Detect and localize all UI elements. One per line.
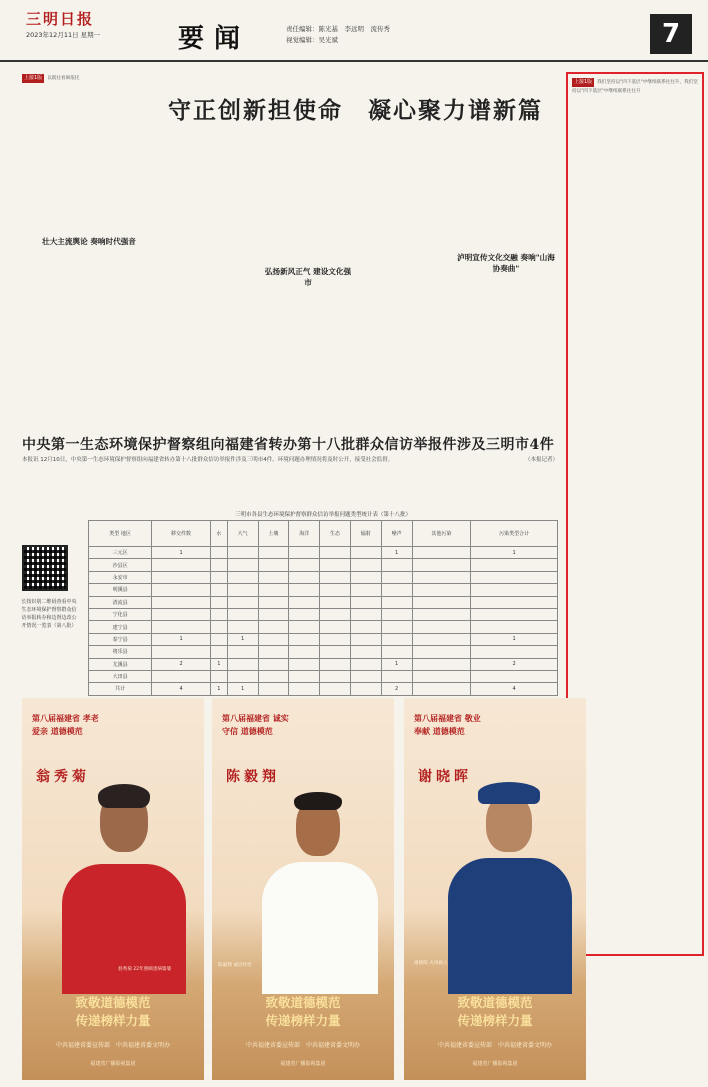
table-cell — [258, 658, 289, 670]
left-intro-text — [22, 74, 156, 234]
table-cell: 1 — [152, 633, 211, 645]
table-cell — [210, 633, 227, 645]
table-cell — [412, 584, 471, 596]
table-cell: 1 — [381, 547, 412, 559]
table-cell — [320, 584, 351, 596]
table-cell — [152, 608, 211, 620]
table-cell: 建宁县 — [89, 621, 152, 633]
table-caption: 三明市各县生态环境保护督察群众信访举报问题类型统计表（第十八批） — [234, 512, 411, 518]
table-cell — [381, 584, 412, 596]
poster-badge: 第八届福建省 孝老爱亲 道德模范 — [32, 713, 99, 736]
poster-slogan — [22, 994, 204, 1030]
person-figure — [262, 862, 378, 994]
table-cell — [412, 670, 471, 682]
editor-line: 责任编辑：陈光基 李远明 流传秀 — [286, 25, 390, 33]
table-cell — [289, 633, 320, 645]
masthead — [0, 0, 708, 62]
slogan-line: 传递榜样力量 — [457, 1013, 533, 1028]
table-cell — [227, 571, 258, 583]
table-cell — [227, 559, 258, 571]
table-cell — [412, 683, 471, 695]
table-cell — [227, 670, 258, 682]
article-column-3 — [358, 128, 450, 422]
news-headline: 中央第一生态环境保护督察组向福建省转办第十八批群众信访举报件涉及三明市4件 — [22, 437, 555, 453]
slogan-line: 传递榜样力量 — [75, 1013, 151, 1028]
table-row — [89, 584, 558, 596]
table-cell — [471, 608, 558, 620]
table-cell — [258, 584, 289, 596]
article-subhead-1: 弘扬新风正气 建设文化强市 — [264, 267, 352, 287]
table-header-row — [89, 521, 558, 547]
table-cell — [471, 646, 558, 658]
page-number: 7 — [650, 14, 692, 54]
table-cell — [289, 559, 320, 571]
poster-org: 中共福建省委宣传部 中共福建省委文明办 — [437, 1042, 552, 1049]
table-cell — [412, 658, 471, 670]
article-column-1 — [166, 128, 258, 422]
table-header-cell: 污染类型合计 — [471, 521, 558, 547]
table-cell — [289, 584, 320, 596]
table-cell — [289, 621, 320, 633]
table-cell — [289, 571, 320, 583]
hair — [294, 792, 342, 810]
table-header-cell: 土壤 — [258, 521, 289, 547]
table-row — [89, 559, 558, 571]
table-cell — [258, 646, 289, 658]
table-cell: 1 — [381, 658, 412, 670]
poster-name: 陈毅翔 — [226, 769, 280, 785]
table-cell: 清流县 — [89, 596, 152, 608]
news-source: （本报记者） — [524, 457, 558, 463]
poster-slogan — [212, 994, 394, 1030]
petition-table — [88, 510, 558, 696]
poster-badge: 第八届福建省 敬业奉献 道德模范 — [414, 713, 481, 736]
table-cell: 1 — [152, 547, 211, 559]
table-row — [89, 547, 558, 559]
poster-sponsor: 福建省广播影视集团 — [280, 1061, 326, 1067]
table-cell — [381, 596, 412, 608]
table-cell — [350, 683, 381, 695]
table-cell — [210, 670, 227, 682]
table-cell: 2 — [152, 658, 211, 670]
table-cell: 大田县 — [89, 670, 152, 682]
table-header-cell: 其他污染 — [412, 521, 471, 547]
table-cell — [350, 584, 381, 596]
table-cell — [289, 608, 320, 620]
table-row — [89, 596, 558, 608]
table-cell — [350, 670, 381, 682]
table-cell — [471, 584, 558, 596]
table-cell — [350, 571, 381, 583]
table-cell — [227, 547, 258, 559]
table-header-cell: 类型 地区 — [89, 521, 152, 547]
table-row — [89, 633, 558, 645]
table-cell — [412, 608, 471, 620]
table-cell — [320, 670, 351, 682]
table-cell — [471, 571, 558, 583]
table-cell — [381, 670, 412, 682]
table-cell — [320, 547, 351, 559]
table-cell: 将乐县 — [89, 646, 152, 658]
slogan-line: 致敬道德模范 — [265, 995, 341, 1010]
table-cell: 永安市 — [89, 571, 152, 583]
table-cell — [227, 584, 258, 596]
poster-slogan — [404, 994, 586, 1030]
continued-tag: 上接1版 — [574, 79, 593, 85]
table-cell: 宁化县 — [89, 608, 152, 620]
slogan-line: 致敬道德模范 — [457, 995, 533, 1010]
table-row — [89, 670, 558, 682]
left-subhead: 壮大主流舆论 奏响时代强音 — [42, 237, 136, 246]
section-title: 要闻 — [178, 24, 251, 54]
table-cell — [412, 646, 471, 658]
table-cell — [227, 646, 258, 658]
table-cell — [258, 683, 289, 695]
table-cell: 4 — [471, 683, 558, 695]
table-cell — [258, 621, 289, 633]
table-cell — [471, 559, 558, 571]
table-cell: 1 — [227, 683, 258, 695]
table-cell: 4 — [152, 683, 211, 695]
person-figure — [448, 858, 572, 994]
continued-tag: 上接1版 — [24, 75, 43, 81]
poster-badge: 第八届福建省 诚实守信 道德模范 — [222, 713, 289, 736]
table-cell — [471, 670, 558, 682]
table-cell — [210, 646, 227, 658]
table-cell — [320, 658, 351, 670]
table-cell — [320, 559, 351, 571]
article-column-4 — [454, 128, 558, 422]
table-row — [89, 683, 558, 695]
poster-sponsor: 福建省广播影视集团 — [472, 1061, 518, 1067]
table-cell — [258, 571, 289, 583]
table-cell — [320, 683, 351, 695]
table-cell: 1 — [210, 683, 227, 695]
poster-caption: 谢晓晖 火场救人 — [414, 961, 448, 966]
poster-org: 中共福建省委宣传部 中共福建省委文明办 — [55, 1042, 170, 1049]
table-cell — [381, 646, 412, 658]
table-cell — [412, 633, 471, 645]
table-cell — [210, 571, 227, 583]
table-header-cell: 噪声 — [381, 521, 412, 547]
slogan-line: 传递榜样力量 — [265, 1013, 341, 1028]
table-cell — [289, 596, 320, 608]
highlighted-column-text — [572, 78, 698, 950]
table-cell — [320, 621, 351, 633]
table-row — [89, 621, 558, 633]
table-header-cell: 水 — [210, 521, 227, 547]
news-body — [22, 456, 558, 466]
table-cell: 沙县区 — [89, 559, 152, 571]
article-subhead-2: 泸明宣传文化交融 奏响"山海协奏曲" — [457, 253, 555, 273]
table-cell — [152, 621, 211, 633]
table-cell: 2 — [471, 658, 558, 670]
cap-icon — [478, 782, 540, 804]
table-header-cell: 生态 — [320, 521, 351, 547]
table-header-cell: 大气 — [227, 521, 258, 547]
statistics-table — [88, 520, 558, 696]
table-cell — [210, 596, 227, 608]
table-cell — [152, 670, 211, 682]
table-cell: 明溪县 — [89, 584, 152, 596]
table-cell — [227, 621, 258, 633]
table-cell — [258, 633, 289, 645]
table-cell — [350, 608, 381, 620]
table-row — [89, 571, 558, 583]
poster-2 — [212, 698, 394, 1080]
qr-caption: 长按识别二维码查看中央生态环境保护督察群众信访举报转办和边督边改公开情况一览表（第八批） — [21, 599, 77, 629]
table-cell — [350, 559, 381, 571]
table-cell: 泰宁县 — [89, 633, 152, 645]
table-cell — [350, 646, 381, 658]
table-cell — [152, 571, 211, 583]
table-cell: 共计 — [89, 683, 152, 695]
news-body-text: 本报讯 12月10日，中央第一生态环境保护督察组向福建省转办第十八批群众信访举报件涉及三明市4件。环境问题办理情况将及时公开，接受社会监督。 — [22, 457, 394, 463]
table-header-cell: 移交件数 — [152, 521, 211, 547]
editor-credits — [286, 24, 390, 46]
table-cell — [350, 596, 381, 608]
table-cell — [152, 559, 211, 571]
table-cell — [258, 608, 289, 620]
table-cell — [320, 596, 351, 608]
table-cell — [227, 608, 258, 620]
table-row — [89, 608, 558, 620]
table-cell: 1 — [210, 658, 227, 670]
table-cell — [381, 571, 412, 583]
table-cell — [289, 683, 320, 695]
poster-caption: 翁秀菊 22年照顾患病婆婆 — [118, 967, 172, 972]
table-cell — [412, 596, 471, 608]
table-cell — [320, 608, 351, 620]
poster-sponsor: 福建省广播影视集团 — [90, 1061, 136, 1067]
table-cell — [381, 621, 412, 633]
table-cell — [258, 559, 289, 571]
table-cell — [350, 633, 381, 645]
table-cell — [227, 658, 258, 670]
table-cell — [152, 584, 211, 596]
table-cell — [412, 547, 471, 559]
intro-text: 以既往看闽依托 — [47, 76, 80, 81]
right-column-text: 我们坚持以"四下基层"中继续联系往往升，我们坚持以"四下基层"中继续联系往往升 — [572, 80, 698, 94]
table-header-cell: 海洋 — [289, 521, 320, 547]
table-cell — [289, 670, 320, 682]
left-body-text — [22, 260, 156, 422]
poster-name: 谢晓晖 — [418, 769, 472, 785]
table-cell — [350, 621, 381, 633]
table-cell — [227, 596, 258, 608]
table-cell — [210, 547, 227, 559]
qr-code[interactable] — [22, 545, 68, 591]
table-row — [89, 658, 558, 670]
poster-3 — [404, 698, 586, 1080]
table-cell — [381, 633, 412, 645]
person-figure — [62, 864, 186, 994]
poster-org: 中共福建省委宣传部 中共福建省委文明办 — [245, 1042, 360, 1049]
table-cell — [258, 670, 289, 682]
table-cell — [210, 621, 227, 633]
table-cell — [210, 584, 227, 596]
table-cell — [381, 559, 412, 571]
table-cell: 1 — [227, 633, 258, 645]
issue-date: 2023年12月11日 星期一 — [26, 31, 101, 39]
table-cell — [320, 571, 351, 583]
table-cell: 2 — [381, 683, 412, 695]
hair — [98, 784, 150, 808]
table-cell — [289, 547, 320, 559]
table-cell — [289, 646, 320, 658]
table-cell — [320, 646, 351, 658]
table-body — [89, 547, 558, 696]
table-cell — [412, 571, 471, 583]
paper-name: 三明日报 — [26, 10, 95, 28]
table-cell — [289, 658, 320, 670]
table-cell — [258, 547, 289, 559]
table-cell — [471, 596, 558, 608]
main-headline: 守正创新担使命 凝心聚力谱新篇 — [168, 97, 543, 124]
poster-caption: 陈毅翔 诚信经营 — [218, 963, 252, 968]
table-cell — [320, 633, 351, 645]
poster-1 — [22, 698, 204, 1080]
table-cell — [152, 596, 211, 608]
table-cell — [381, 608, 412, 620]
table-cell: 1 — [471, 547, 558, 559]
highlighted-column — [566, 72, 704, 956]
table-cell — [258, 596, 289, 608]
table-cell — [210, 559, 227, 571]
table-cell — [350, 658, 381, 670]
editor-line: 视觉编辑：吴光斌 — [286, 36, 338, 44]
table-cell: 尤溪县 — [89, 658, 152, 670]
table-header-cell: 辐射 — [350, 521, 381, 547]
table-cell: 三元区 — [89, 547, 152, 559]
table-cell: 1 — [471, 633, 558, 645]
table-cell — [471, 621, 558, 633]
table-row — [89, 646, 558, 658]
table-cell — [152, 646, 211, 658]
table-cell — [412, 559, 471, 571]
table-cell — [210, 608, 227, 620]
poster-name: 翁秀菊 — [36, 769, 90, 785]
table-cell — [350, 547, 381, 559]
slogan-line: 致敬道德模范 — [75, 995, 151, 1010]
table-cell — [412, 621, 471, 633]
